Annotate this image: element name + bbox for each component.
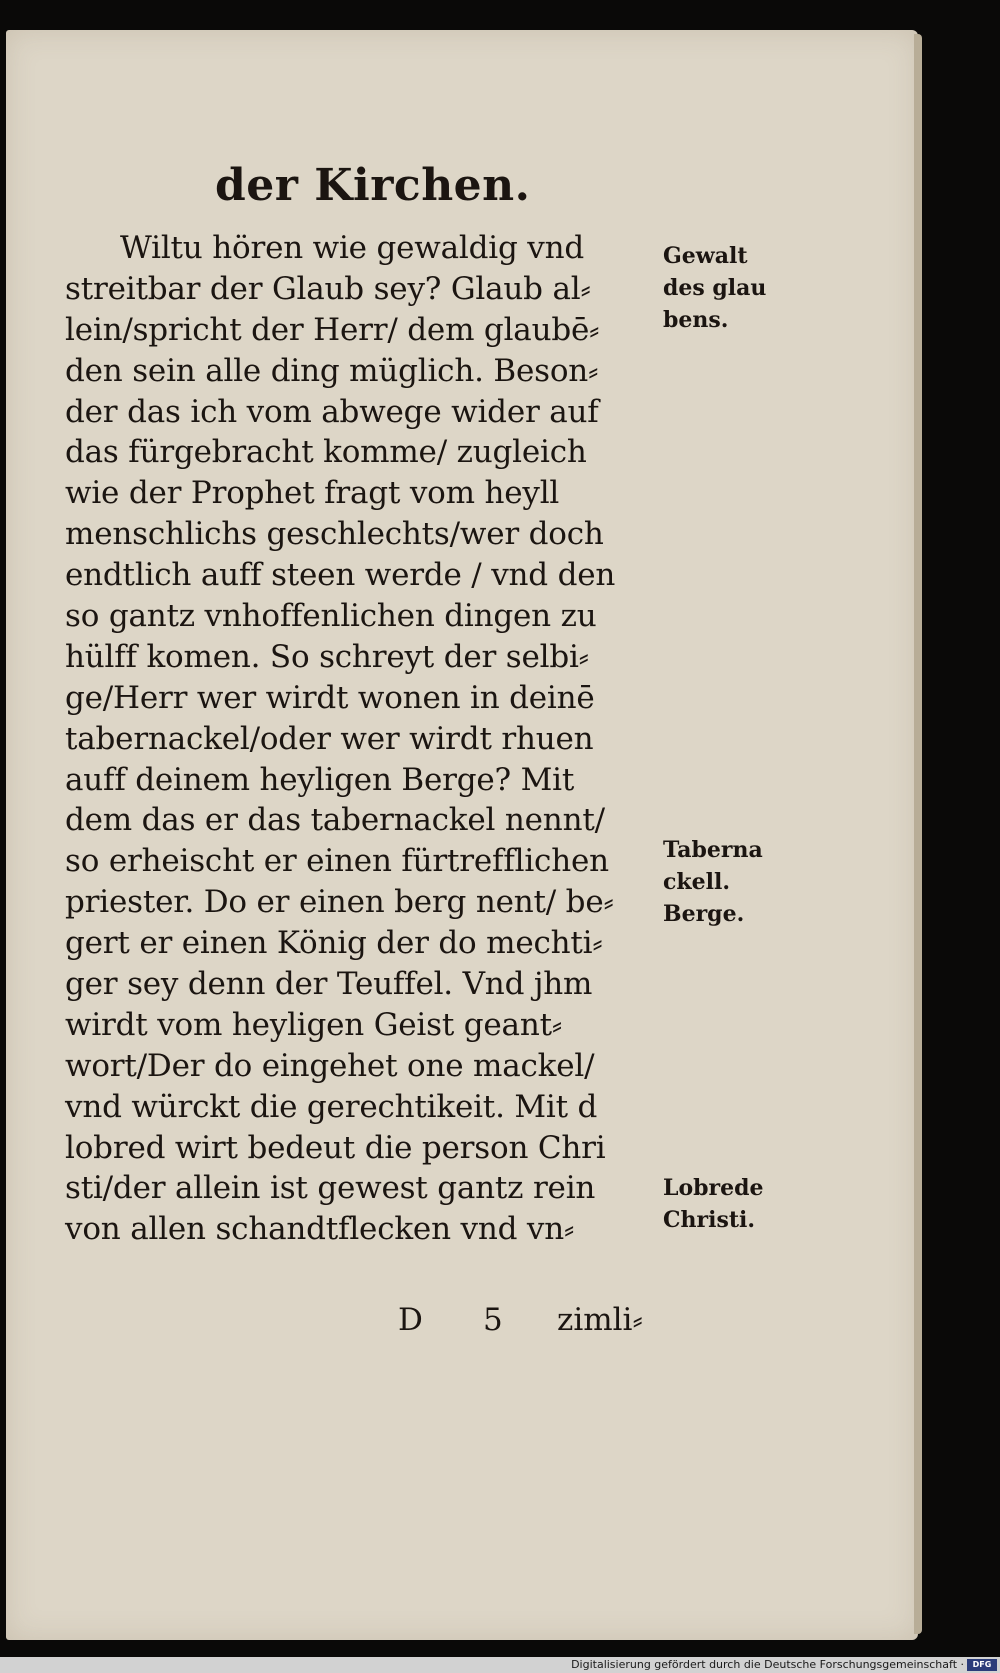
text-line: gert er einen König der do mechti⸗	[65, 925, 603, 962]
text-line: sti/der allein ist gewest gantz rein	[65, 1170, 596, 1207]
running-head: der Kirchen.	[215, 160, 531, 211]
text-line: auff deinem heyligen Berge? Mit	[65, 761, 575, 798]
text-line: menschlichs geschlechts/wer doch	[65, 516, 604, 553]
text-line: ger sey denn der Teuffel. Vnd jhm	[65, 966, 593, 1003]
text-line: ge/Herr wer wirdt wonen in deinē	[65, 679, 595, 716]
text-line: der das ich vom abwege wider auf	[65, 393, 599, 430]
text-line: so erheischt er einen fürtrefflichen	[65, 843, 609, 880]
footer-bar	[0, 1657, 1000, 1673]
signature-number: 5	[483, 1302, 503, 1338]
text-line: streitbar der Glaub sey? Glaub al⸗	[65, 270, 591, 307]
margin-note-line: Lobrede	[663, 1175, 764, 1201]
text-line: wirdt vom heyligen Geist geant⸗	[65, 1006, 562, 1043]
text-line: dem das er das tabernackel nennt/	[65, 802, 605, 839]
margin-note-lobrede	[663, 1172, 803, 1236]
signature-mark: D	[398, 1302, 423, 1338]
margin-note-line: Gewalt	[663, 243, 748, 269]
margin-note-tabernackel	[663, 834, 803, 930]
body-text	[65, 228, 665, 1250]
text-line: vnd würckt die gerechtikeit. Mit d	[65, 1088, 598, 1125]
text-line: wort/Der do eingehet one mackel/	[65, 1047, 595, 1084]
margin-note-gewalt	[663, 240, 803, 336]
text-line: das fürgebracht komme/ zugleich	[65, 434, 587, 471]
margin-note-line: Christi.	[663, 1207, 756, 1233]
text-line: den sein alle ding müglich. Beson⸗	[65, 352, 599, 389]
text-line: wie der Prophet fragt vom heyll	[65, 475, 560, 512]
text-line: priester. Do er einen berg nent/ be⸗	[65, 884, 614, 921]
margin-note-line: ckell.	[663, 869, 731, 895]
margin-note-line: Berge.	[663, 901, 745, 927]
margin-note-line: bens.	[663, 307, 729, 333]
text-line: lobred wirt bedeut die person Chri	[65, 1129, 606, 1166]
text-line: so gantz vnhoffenlichen dingen zu	[65, 598, 597, 635]
margin-note-line: Taberna	[663, 837, 763, 863]
margin-note-line: des glau	[663, 275, 767, 301]
text-line: hülff komen. So schreyt der selbi⸗	[65, 638, 589, 675]
dfg-logo: DFG	[967, 1659, 997, 1671]
text-line: Wiltu hören wie gewaldig vnd	[120, 230, 584, 266]
catchword: zimli⸗	[557, 1302, 643, 1338]
text-line: von allen schandtflecken vnd vn⸗	[65, 1211, 575, 1248]
page-edge	[914, 34, 922, 1634]
text-line: lein/spricht der Herr/ dem glaubē⸗	[65, 311, 600, 348]
text-line: endtlich auff steen werde / vnd den	[65, 557, 616, 594]
text-line: tabernackel/oder wer wirdt rhuen	[65, 720, 594, 757]
funding-credit: Digitalisierung gefördert durch die Deutsche Forschungsgemeinschaft ·	[571, 1658, 964, 1671]
